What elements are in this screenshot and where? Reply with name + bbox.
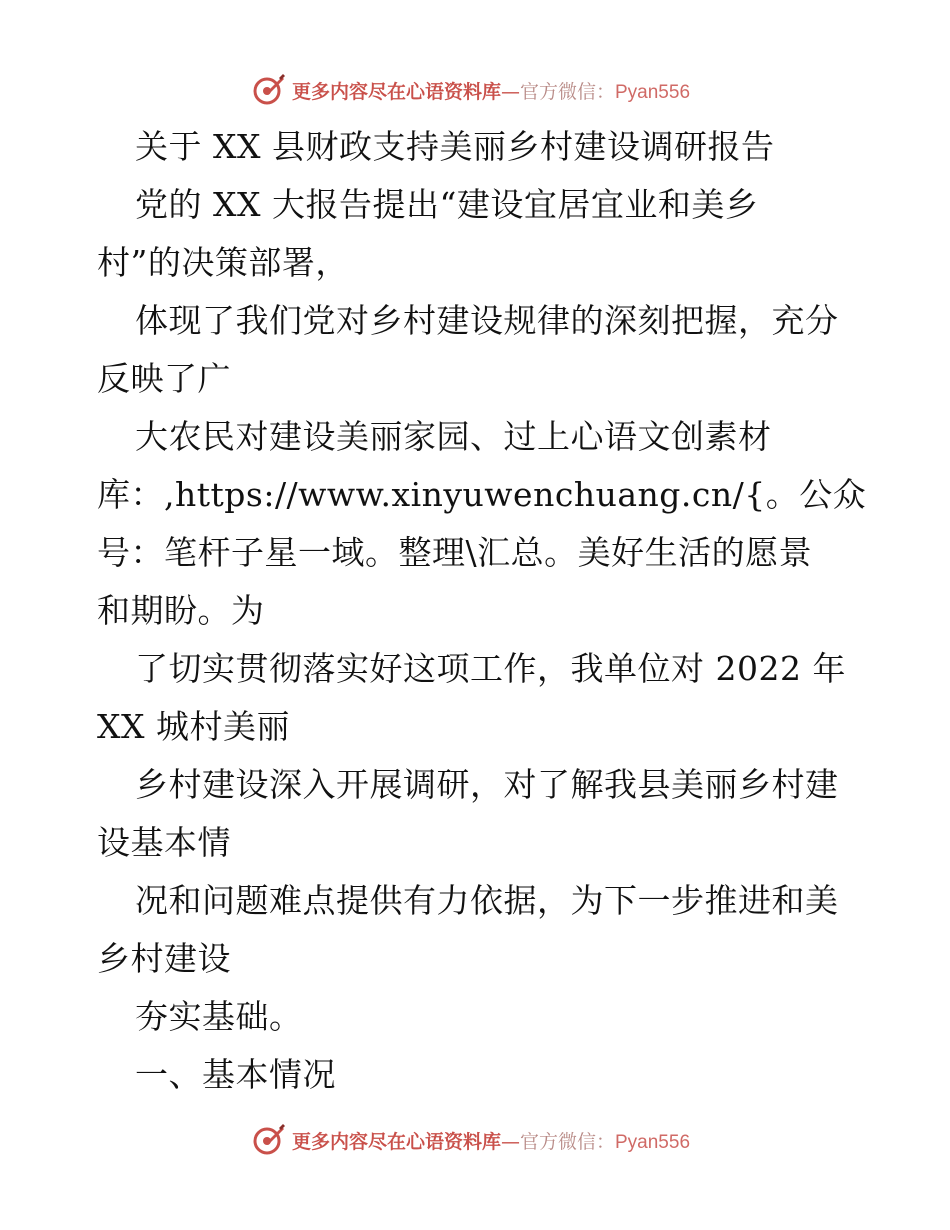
banner-main-text: 更多内容尽在心语资料库 <box>291 80 501 103</box>
header-banner-content <box>252 73 690 107</box>
banner-wechat-id: Pyan556 <box>615 1131 691 1153</box>
header-banner-text <box>292 77 690 104</box>
text-line: 大农民对建设美丽家园、过上心语文创素材 <box>135 417 772 456</box>
banner-separator: — <box>500 1130 520 1153</box>
banner-separator: — <box>500 80 520 103</box>
banner-main-text: 更多内容尽在心语资料库 <box>291 1130 501 1153</box>
banner-label: 官方微信： <box>519 80 615 103</box>
text-line: 村”的决策部署， <box>97 243 349 282</box>
banner-wechat-id: Pyan556 <box>615 81 691 103</box>
logo-icon <box>252 73 286 107</box>
text-line: 库：,https://www.xinyuwenchuang.cn/{。公众 <box>97 475 867 514</box>
text-line: 况和问题难点提供有力依据，为下一步推进和美 <box>135 881 839 920</box>
text-line: 党的 XX 大报告提出“建设宜居宜业和美乡 <box>135 185 759 224</box>
footer-banner-text <box>292 1127 690 1154</box>
text-line: 乡村建设深入开展调研，对了解我县美丽乡村建 <box>135 765 839 804</box>
footer-banner <box>0 1120 950 1160</box>
text-line: XX 城村美丽 <box>97 707 290 746</box>
header-banner <box>0 70 950 110</box>
banner-label: 官方微信： <box>519 1130 615 1153</box>
text-line: 了切实贯彻落实好这项工作，我单位对 2022 年 <box>135 649 846 688</box>
text-line: 号：笔杆子星一域。整理\汇总。美好生活的愿景 <box>97 533 813 572</box>
document-body <box>97 118 867 1104</box>
text-line: 设基本情 <box>97 823 231 862</box>
text-line: 夯实基础。 <box>135 997 303 1036</box>
text-line: 反映了广 <box>97 359 231 398</box>
text-line: 关于 XX 县财政支持美丽乡村建设调研报告 <box>135 127 775 166</box>
text-line: 一、基本情况 <box>135 1055 336 1094</box>
footer-banner-content <box>252 1123 690 1157</box>
text-line: 体现了我们党对乡村建设规律的深刻把握，充分 <box>135 301 839 340</box>
text-line: 和期盼。为 <box>97 591 265 630</box>
text-line: 乡村建设 <box>97 939 231 978</box>
logo-icon <box>252 1123 286 1157</box>
